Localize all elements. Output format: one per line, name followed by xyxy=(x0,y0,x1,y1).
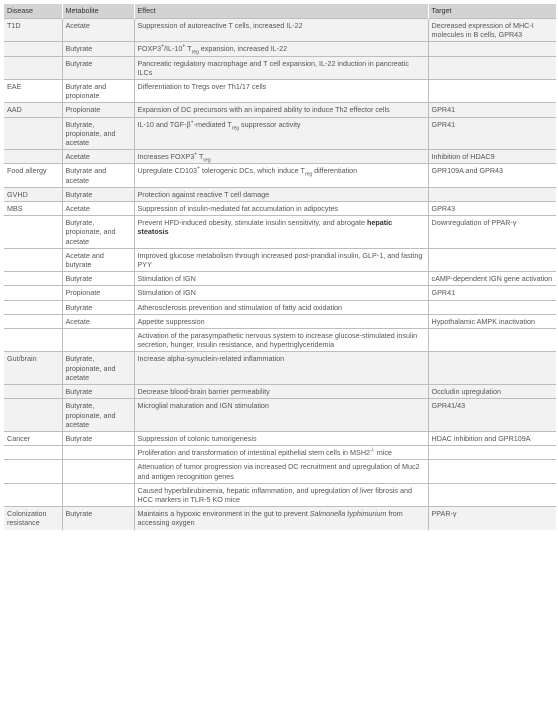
table-row xyxy=(4,483,556,506)
metabolite-cell: Acetate xyxy=(62,314,134,328)
header-effect: Effect xyxy=(134,4,428,19)
target-cell xyxy=(428,300,556,314)
metabolite-effects-table xyxy=(4,4,556,530)
metabolite-cell: Butyrate xyxy=(62,431,134,445)
disease-cell: GVHD xyxy=(4,187,62,201)
effect-cell: Suppression of autoreactive T cells, increased IL-22 xyxy=(134,19,428,42)
table-row xyxy=(4,80,556,103)
disease-cell xyxy=(4,42,62,56)
disease-cell xyxy=(4,272,62,286)
effect-cell: Prevent HFD-induced obesity, stimulate insulin sensitivity, and abrogate hepatic steatosis xyxy=(134,216,428,249)
metabolite-cell: Butyrate xyxy=(62,385,134,399)
disease-cell: Colonization resistance xyxy=(4,507,62,530)
metabolite-cell: Butyrate xyxy=(62,300,134,314)
disease-cell xyxy=(4,248,62,271)
effect-cell: Stimulation of IGN xyxy=(134,286,428,300)
table-row xyxy=(4,19,556,42)
target-cell xyxy=(428,483,556,506)
target-cell: GPR43 xyxy=(428,202,556,216)
effect-cell: Stimulation of IGN xyxy=(134,272,428,286)
target-cell: GPR109A and GPR43 xyxy=(428,164,556,187)
metabolite-cell: Butyrate, propionate, and acetate xyxy=(62,352,134,385)
effect-cell: Atherosclerosis prevention and stimulation of fatty acid oxidation xyxy=(134,300,428,314)
metabolite-cell xyxy=(62,329,134,352)
effect-cell: IL-10 and TGF-β+-mediated $T_{reg}$ suppressor activity xyxy=(134,117,428,150)
metabolite-cell: Acetate xyxy=(62,150,134,164)
header-target: Target xyxy=(428,4,556,19)
disease-cell: MBS xyxy=(4,202,62,216)
effect-cell: Caused hyperbilirubinemia, hepatic inflammation, and upregulation of liver fibrosis and HCC markers in TLR-5 KO mice xyxy=(134,483,428,506)
disease-cell: EAE xyxy=(4,80,62,103)
metabolite-cell: Propionate xyxy=(62,286,134,300)
header-row xyxy=(4,4,556,19)
table-row xyxy=(4,117,556,150)
effect-cell: Suppression of colonic tumorigenesis xyxy=(134,431,428,445)
disease-cell: T1D xyxy=(4,19,62,42)
effect-cell: Increases FOXP3+ $T_{reg}$ xyxy=(134,150,428,164)
target-cell xyxy=(428,42,556,56)
metabolite-cell: Butyrate xyxy=(62,56,134,79)
target-cell xyxy=(428,56,556,79)
table-row xyxy=(4,399,556,432)
disease-cell: Cancer xyxy=(4,431,62,445)
target-cell xyxy=(428,187,556,201)
metabolite-cell: Butyrate xyxy=(62,272,134,286)
effect-cell: Improved glucose metabolism through increased post-prandial insulin, GLP-1, and fasting PYY xyxy=(134,248,428,271)
target-cell xyxy=(428,329,556,352)
table-row xyxy=(4,446,556,460)
effect-cell: Protection against reactive T cell damage xyxy=(134,187,428,201)
metabolite-cell: Butyrate, propionate, and acetate xyxy=(62,399,134,432)
disease-cell: Gut/brain xyxy=(4,352,62,385)
target-cell: Occludin upregulation xyxy=(428,385,556,399)
header-metabolite: Metabolite xyxy=(62,4,134,19)
effect-cell: Activation of the parasympathetic nervous system to increase glucose-stimulated insulin secretion, hunger, insulin resistance, and hypertriglyceridemia xyxy=(134,329,428,352)
disease-cell xyxy=(4,286,62,300)
disease-cell xyxy=(4,446,62,460)
effect-cell: Upregulate CD103+ tolerogenic DCs, which induce $T_{reg}$ differentiation xyxy=(134,164,428,187)
target-cell: GPR41 xyxy=(428,103,556,117)
target-cell: Decreased expression of MHC-I molecules in B cells, GPR43 xyxy=(428,19,556,42)
table-row xyxy=(4,329,556,352)
disease-cell xyxy=(4,460,62,483)
metabolite-cell: Butyrate and acetate xyxy=(62,164,134,187)
target-cell: Inhibition of HDAC9 xyxy=(428,150,556,164)
target-cell: GPR41 xyxy=(428,286,556,300)
table-row xyxy=(4,286,556,300)
table-row xyxy=(4,272,556,286)
metabolite-cell xyxy=(62,483,134,506)
target-cell xyxy=(428,80,556,103)
effect-cell: Decrease blood-brain barrier permeability xyxy=(134,385,428,399)
bold-term: hepatic steatosis xyxy=(137,218,393,237)
table-row xyxy=(4,507,556,530)
effect-cell: FOXP3+/IL-10+ $T_{reg}$ expansion, increased IL-22 xyxy=(134,42,428,56)
effect-cell: Suppression of insulin-mediated fat accumulation in adipocytes xyxy=(134,202,428,216)
metabolite-cell: Butyrate xyxy=(62,42,134,56)
header-disease: Disease xyxy=(4,4,62,19)
disease-cell xyxy=(4,300,62,314)
target-cell: cAMP-dependent IGN gene activation xyxy=(428,272,556,286)
effect-cell: Appetite suppression xyxy=(134,314,428,328)
italic-term: Salmonella typhimurium xyxy=(309,509,387,519)
metabolite-cell: Butyrate, propionate, and acetate xyxy=(62,117,134,150)
disease-cell xyxy=(4,385,62,399)
target-cell xyxy=(428,446,556,460)
target-cell: GPR41 xyxy=(428,117,556,150)
disease-cell xyxy=(4,150,62,164)
metabolite-cell: Butyrate and propionate xyxy=(62,80,134,103)
metabolite-cell: Butyrate xyxy=(62,507,134,530)
disease-cell xyxy=(4,56,62,79)
effect-cell: Microglial maturation and IGN stimulation xyxy=(134,399,428,432)
metabolite-cell: Propionate xyxy=(62,103,134,117)
metabolite-cell: Acetate xyxy=(62,202,134,216)
effect-cell: Maintains a hypoxic environment in the gut to prevent Salmonella typhimurium from accessing oxygen xyxy=(134,507,428,530)
table-row xyxy=(4,103,556,117)
target-cell: PPAR-γ xyxy=(428,507,556,530)
table-row xyxy=(4,248,556,271)
metabolite-cell xyxy=(62,446,134,460)
metabolite-cell: Acetate and butyrate xyxy=(62,248,134,271)
target-cell: Hypothalamic AMPK inactivation xyxy=(428,314,556,328)
effect-cell: Increase alpha-synuclein-related inflammation xyxy=(134,352,428,385)
metabolite-cell: Butyrate, propionate, and acetate xyxy=(62,216,134,249)
table-row xyxy=(4,460,556,483)
effect-cell: Proliferation and transformation of intestinal epithelial stem cells in MSH2-/- mice xyxy=(134,446,428,460)
effect-cell: Differentiation to Tregs over Th1/17 cells xyxy=(134,80,428,103)
table-row xyxy=(4,150,556,164)
disease-cell: Food allergy xyxy=(4,164,62,187)
table-row xyxy=(4,314,556,328)
target-cell: Downregulation of PPAR-γ xyxy=(428,216,556,249)
target-cell xyxy=(428,352,556,385)
disease-cell: AAD xyxy=(4,103,62,117)
disease-cell xyxy=(4,216,62,249)
metabolite-cell: Acetate xyxy=(62,19,134,42)
effect-cell: Expansion of DC precursors with an impaired ability to induce Th2 effector cells xyxy=(134,103,428,117)
disease-cell xyxy=(4,483,62,506)
effect-cell: Attenuation of tumor progression via increased DC recruitment and upregulation of Muc2 and antigen recognition genes xyxy=(134,460,428,483)
table-row xyxy=(4,164,556,187)
table-row xyxy=(4,56,556,79)
table-row xyxy=(4,216,556,249)
target-cell xyxy=(428,460,556,483)
table-row xyxy=(4,385,556,399)
disease-cell xyxy=(4,117,62,150)
target-cell: GPR41/43 xyxy=(428,399,556,432)
table-row xyxy=(4,202,556,216)
metabolite-cell xyxy=(62,460,134,483)
disease-cell xyxy=(4,314,62,328)
disease-cell xyxy=(4,329,62,352)
table-row xyxy=(4,300,556,314)
effect-cell: Pancreatic regulatory macrophage and T cell expansion, IL-22 induction in pancreatic ILCs xyxy=(134,56,428,79)
table-row xyxy=(4,187,556,201)
metabolite-cell: Butyrate xyxy=(62,187,134,201)
disease-cell xyxy=(4,399,62,432)
target-cell xyxy=(428,248,556,271)
table-row xyxy=(4,42,556,56)
target-cell: HDAC inhibition and GPR109A xyxy=(428,431,556,445)
table-row xyxy=(4,352,556,385)
table-row xyxy=(4,431,556,445)
